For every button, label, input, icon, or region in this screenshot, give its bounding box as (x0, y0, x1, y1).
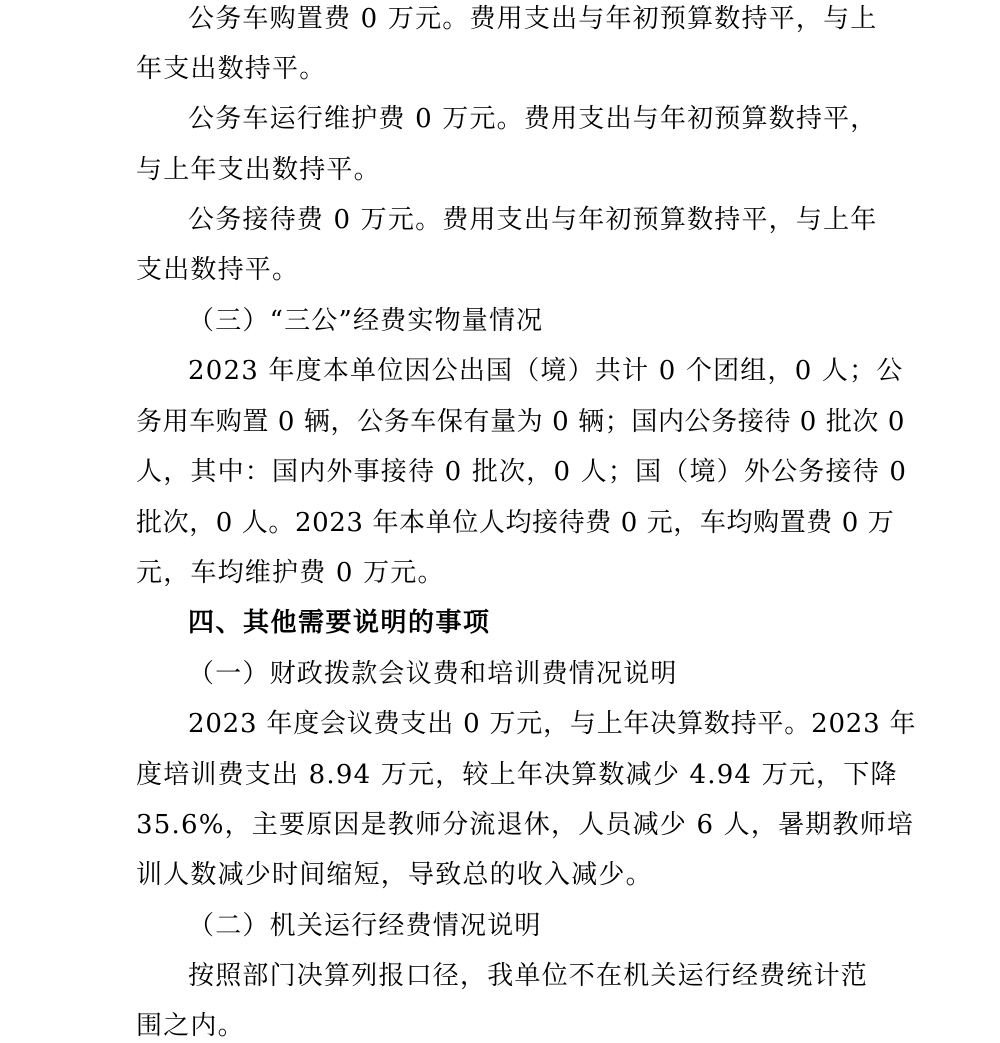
section-heading-other-matters: 四、其他需要说明的事项 (188, 608, 491, 638)
paragraph-meeting-training-line-1: 2023 年度会议费支出 0 万元，与上年决算数持平。2023 年 (188, 709, 917, 739)
paragraph-operating-expenses-line-2: 围之内。 (136, 1011, 245, 1041)
paragraph-meeting-training-line-4: 训人数减少时间缩短，导致总的收入减少。 (136, 860, 653, 890)
paragraph-quantity-line-4: 批次，0 人。2023 年本单位人均接待费 0 元，车均购置费 0 万 (136, 508, 895, 538)
paragraph-vehicle-purchase-line-2: 年支出数持平。 (136, 54, 327, 84)
paragraph-quantity-line-1: 2023 年度本单位因公出国（境）共计 0 个团组，0 人；公 (188, 356, 904, 386)
paragraph-quantity-line-2: 务用车购置 0 辆，公务车保有量为 0 辆；国内公务接待 0 批次 0 (136, 407, 906, 437)
paragraph-operating-expenses-line-1: 按照部门决算列报口径，我单位不在机关运行经费统计范 (188, 961, 869, 991)
paragraph-reception-line-1: 公务接待费 0 万元。费用支出与年初预算数持平，与上年 (188, 205, 878, 235)
paragraph-vehicle-purchase-line-1: 公务车购置费 0 万元。费用支出与年初预算数持平，与上 (188, 4, 878, 34)
subheading-three-public-quantity: （三）“三公”经费实物量情况 (188, 306, 544, 336)
paragraph-vehicle-maintenance-line-1: 公务车运行维护费 0 万元。费用支出与年初预算数持平， (188, 104, 878, 134)
paragraph-vehicle-maintenance-line-2: 与上年支出数持平。 (136, 155, 381, 185)
subheading-meeting-training: （一）财政拨款会议费和培训费情况说明 (188, 659, 678, 689)
paragraph-meeting-training-line-2: 度培训费支出 8.94 万元，较上年决算数减少 4.94 万元，下降 (136, 760, 898, 790)
paragraph-quantity-line-5: 元，车均维护费 0 万元。 (136, 558, 445, 588)
paragraph-meeting-training-line-3: 35.6%，主要原因是教师分流退休，人员减少 6 人，暑期教师培 (136, 810, 915, 840)
paragraph-reception-line-2: 支出数持平。 (136, 255, 300, 285)
paragraph-quantity-line-3: 人，其中：国内外事接待 0 批次，0 人；国（境）外公务接待 0 (136, 457, 908, 487)
subheading-operating-expenses: （二）机关运行经费情况说明 (188, 911, 542, 941)
